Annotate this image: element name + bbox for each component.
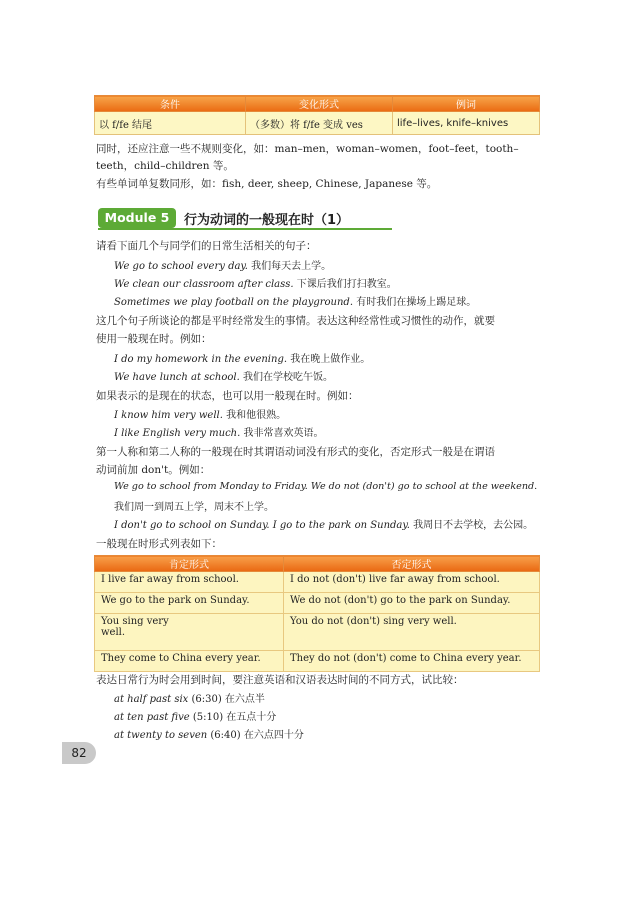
module-badge: Module 5: [98, 208, 176, 228]
paragraph: 使用一般现在时。例如：: [96, 333, 212, 345]
table-cell: We do not (don't) go to the park on Sunday.: [284, 593, 540, 614]
example-line: I do my homework in the evening. 我在晚上做作业。: [114, 354, 371, 365]
example-line: at half past six (6:30) 在六点半: [114, 694, 265, 705]
example-line: We have lunch at school. 我们在学校吃午饭。: [114, 372, 333, 383]
example-line: Sometimes we play football on the playground. 有时我们在操场上踢足球。: [114, 297, 477, 308]
example-line: I know him very well. 我和他很熟。: [114, 410, 287, 421]
present-tense-table: [94, 555, 540, 672]
table-row: [95, 112, 540, 135]
paragraph: 一般现在时形式列表如下：: [96, 538, 222, 550]
table-cell: I do not (don't) live far away from school.: [284, 572, 540, 593]
paragraph: 这几个句子所谈论的都是平时经常发生的事情。表达这种经常性或习惯性的动作，就要: [96, 315, 495, 327]
note-line: 有些单词单复数同形，如：fish, deer, sheep, Chinese, Japanese 等。: [96, 178, 438, 190]
table-header: 例词: [393, 96, 540, 112]
example-line: We go to school from Monday to Friday. We do not (don't) go to school at the weekend.: [114, 481, 538, 492]
note-line: 同时，还应注意一些不规则变化，如：man–men，woman–women，foot–feet，tooth–: [96, 143, 519, 155]
table-row: [95, 593, 540, 614]
table-row: [95, 614, 540, 651]
example-line: at twenty to seven (6:40) 在六点四十分: [114, 730, 304, 741]
table-cell: They do not (don't) come to China every year.: [284, 651, 540, 672]
table-cell: You sing very well.: [95, 614, 284, 651]
paragraph: 第一人称和第二人称的一般现在时其谓语动词没有形式的变化，否定形式一般是在谓语: [96, 446, 495, 458]
table-cell: You do not (don't) sing very well.: [284, 614, 540, 651]
table-row: [95, 572, 540, 593]
table-cell: life–lives, knife–knives: [393, 112, 540, 135]
table-row: [95, 651, 540, 672]
table-cell: We go to the park on Sunday.: [95, 593, 284, 614]
plural-rules-table: [94, 95, 540, 135]
example-line: I like English very much. 我非常喜欢英语。: [114, 428, 324, 439]
example-line: We go to school every day. 我们每天去上学。: [114, 261, 332, 272]
example-line: I don't go to school on Sunday. I go to the park on Sunday. 我周日不去学校，去公园。: [114, 520, 534, 531]
table-header: 变化形式: [246, 96, 393, 112]
table-cell: 以 f/fe 结尾: [95, 112, 246, 135]
example-line: 我们周一到周五上学，周末不上学。: [114, 502, 274, 513]
paragraph: 表达日常行为时会用到时间，要注意英语和汉语表达时间的不同方式，试比较：: [96, 674, 464, 686]
table-cell: I live far away from school.: [95, 572, 284, 593]
paragraph: 如果表示的是现在的状态，也可以用一般现在时。例如：: [96, 390, 359, 402]
table-header: 条件: [95, 96, 246, 112]
module-underline: [98, 228, 392, 230]
example-line: at ten past five (5:10) 在五点十分: [114, 712, 277, 723]
note-line: teeth，child–children 等。: [96, 160, 234, 172]
table-cell: They come to China every year.: [95, 651, 284, 672]
table-header: 否定形式: [284, 556, 540, 572]
module-title: 行为动词的一般现在时（1）: [184, 213, 350, 228]
paragraph: 请看下面几个与同学们的日常生活相关的句子：: [96, 240, 317, 252]
table-header: 肯定形式: [95, 556, 284, 572]
table-cell: （多数）将 f/fe 变成 ves: [246, 112, 393, 135]
page-number: 82: [62, 742, 96, 764]
example-line: We clean our classroom after class. 下课后我们打扫教室。: [114, 279, 397, 290]
paragraph: 动词前加 don't。例如：: [96, 464, 211, 476]
